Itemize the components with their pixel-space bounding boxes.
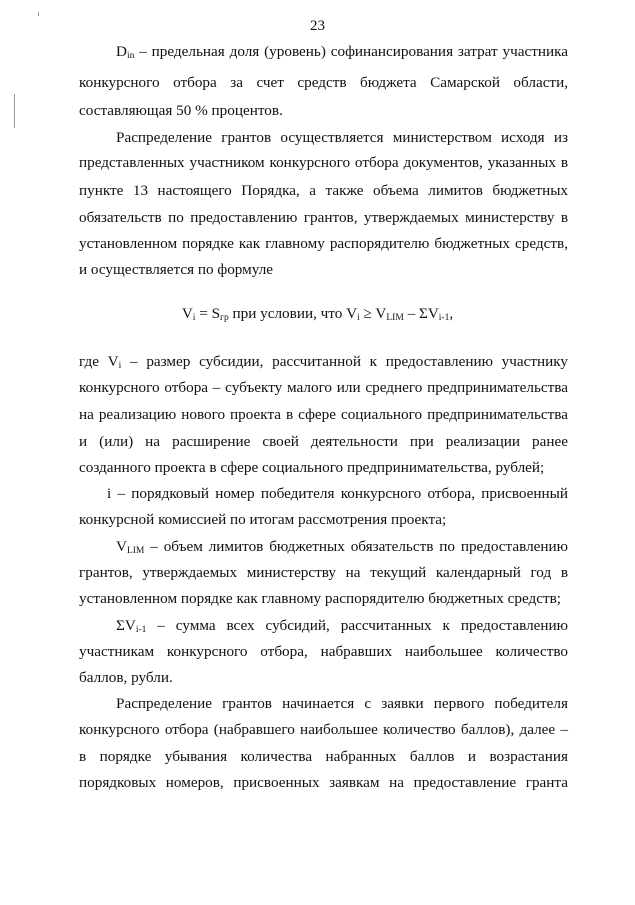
vi-text: – размер субсидии, рассчитанной к предоставлению участнику <box>121 353 568 370</box>
paragraph-distribution-line: и осуществляется по формуле <box>79 261 274 278</box>
paragraph-vi-line: конкурсного отбора – субъекту малого или среднего предпринимательства <box>79 379 568 396</box>
din-subscript: in <box>126 51 135 61</box>
paragraph-distribution-line: Распределение грантов осуществляется министерством исходя из <box>116 129 568 146</box>
vlim-symbol: V <box>116 538 127 555</box>
paragraph-order-line: Распределение грантов начинается с заявки первого победителя <box>116 695 568 712</box>
paragraph-vi-line <box>79 352 568 372</box>
paragraph-sumvi-line <box>116 616 568 636</box>
paragraph-din-line <box>116 42 568 62</box>
formula-part: , <box>449 305 454 322</box>
formula-part: ≥ V <box>359 305 387 322</box>
formula-part: = S <box>195 305 221 322</box>
paragraph-vlim-line <box>116 537 568 557</box>
scan-margin-mark <box>38 12 39 16</box>
formula-part: – ΣV <box>403 305 439 322</box>
paragraph-i-line: i – порядковый номер победителя конкурсного отбора, присвоенный <box>107 485 568 502</box>
paragraph-i-line: конкурсной комиссией по итогам рассмотрения проекта; <box>79 511 447 528</box>
formula <box>0 304 635 324</box>
formula-subscript: LIM <box>386 313 404 323</box>
vi-symbol: где V <box>79 353 119 370</box>
sumvi-symbol: ΣV <box>116 617 136 634</box>
paragraph-distribution-line: обязательств по предоставлению грантов, утверждаемых министерству в <box>79 209 568 226</box>
din-text: – предельная доля (уровень) софинансирования затрат участника <box>134 43 568 60</box>
formula-subscript: гр <box>220 313 229 323</box>
paragraph-sumvi-line: участникам конкурсного отбора, набравших наибольшее количество <box>79 643 568 660</box>
formula-subscript: i-1 <box>438 313 450 323</box>
sumvi-text: – сумма всех субсидий, рассчитанных к предоставлению <box>146 617 568 634</box>
formula-subscript: i <box>357 313 360 323</box>
formula-part: при условии, что V <box>228 305 358 322</box>
vi-subscript: i <box>118 361 122 371</box>
paragraph-order-line: конкурсного отбора (набравшего наибольшее количество баллов), далее – <box>79 721 568 738</box>
paragraph-din-line: конкурсного отбора за счет средств бюджета Самарской области, <box>79 74 568 91</box>
paragraph-distribution-line: пункте 13 настоящего Порядка, а также объема лимитов бюджетных <box>79 182 568 199</box>
sumvi-subscript: i-1 <box>135 625 147 635</box>
paragraph-vlim-line: грантов, утверждаемых министерству на текущий календарный год в <box>79 564 568 581</box>
paragraph-din-line: составляющая 50 % процентов. <box>79 102 283 119</box>
paragraph-distribution-line: установленном порядке как главному распорядителю бюджетных средств, <box>79 235 568 252</box>
paragraph-distribution-line: представленных участником конкурсного отбора документов, указанных в <box>79 154 568 171</box>
page-number: 23 <box>310 18 325 34</box>
paragraph-sumvi-line: баллов, рубли. <box>79 669 173 686</box>
din-symbol: D <box>116 43 127 60</box>
paragraph-order-line: порядковых номеров, присвоенных заявкам на предоставление гранта <box>79 774 568 791</box>
paragraph-vlim-line: установленном порядке как главному распорядителю бюджетных средств; <box>79 590 562 607</box>
formula-part: V <box>181 305 193 322</box>
paragraph-vi-line: на реализацию нового проекта в сфере социального предпринимательства <box>79 406 568 423</box>
paragraph-vi-line: созданного проекта в сфере социального предпринимательства, рублей; <box>79 459 545 476</box>
vlim-text: – объем лимитов бюджетных обязательств по предоставлению <box>144 538 568 555</box>
paragraph-order-line: в порядке убывания количества набранных баллов и возрастания <box>79 748 568 765</box>
vlim-subscript: LIM <box>126 546 145 556</box>
scan-margin-mark <box>14 94 15 128</box>
formula-subscript: i <box>192 313 196 323</box>
paragraph-vi-line: и (или) на расширение своей деятельности при реализации ранее <box>79 433 568 450</box>
